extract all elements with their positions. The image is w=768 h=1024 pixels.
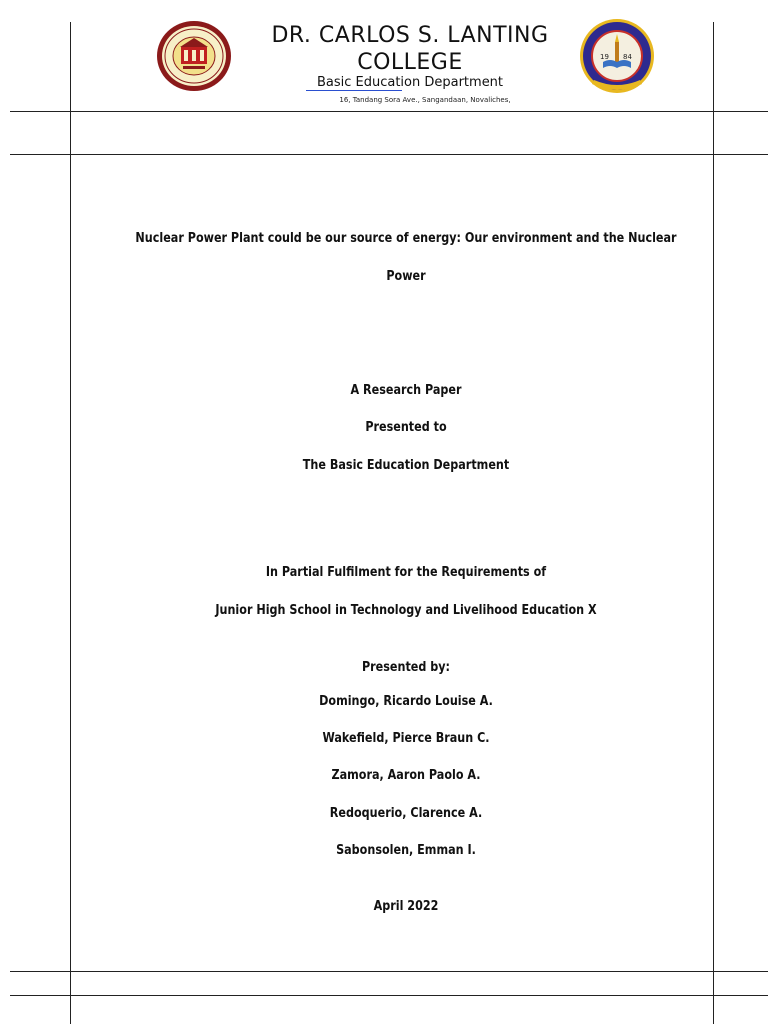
page-rule-right (713, 22, 714, 1024)
presented-to-recipient: The Basic Education Department (302, 458, 510, 473)
paper-type: A Research Paper (350, 383, 462, 398)
requirements-line2: Junior High School in Technology and Livelihood Education X (215, 603, 597, 618)
department-underline (306, 90, 402, 91)
basic-education-seal-icon (578, 18, 656, 94)
page-rule-bottom (10, 995, 768, 996)
paper-title-line1: Nuclear Power Plant could be our source of energy: Our environment and the Nuclear (135, 231, 677, 246)
page-rule-lower (10, 971, 768, 972)
presented-by-heading: Presented by: (361, 660, 451, 675)
author-name: Domingo, Ricardo Louise A. (319, 694, 493, 709)
author-name: Zamora, Aaron Paolo A. (331, 768, 481, 783)
page-rule-upper (10, 154, 768, 155)
college-address: 16, Tandang Sora Ave., Sangandaan, Novaliches, (339, 96, 511, 104)
paper-title-line2: Power (386, 269, 426, 284)
presented-to-label: Presented to (365, 420, 447, 435)
seal-year-left: 19 (600, 53, 609, 61)
college-name-line2: COLLEGE (357, 50, 463, 75)
requirements-line1: In Partial Fulfilment for the Requirements of (265, 565, 547, 580)
page-rule-top (10, 111, 768, 112)
paper-date: April 2022 (373, 899, 439, 914)
author-name: Wakefield, Pierce Braun C. (322, 731, 490, 746)
college-name-line1: DR. CARLOS S. LANTING (271, 23, 549, 48)
author-name: Redoquerio, Clarence A. (329, 806, 483, 821)
seal-year-right: 84 (623, 53, 632, 61)
author-name: Sabonsolen, Emman I. (336, 843, 476, 858)
department-name: Basic Education Department (316, 75, 504, 90)
college-seal-icon (156, 20, 232, 92)
page-rule-left (70, 22, 71, 1024)
